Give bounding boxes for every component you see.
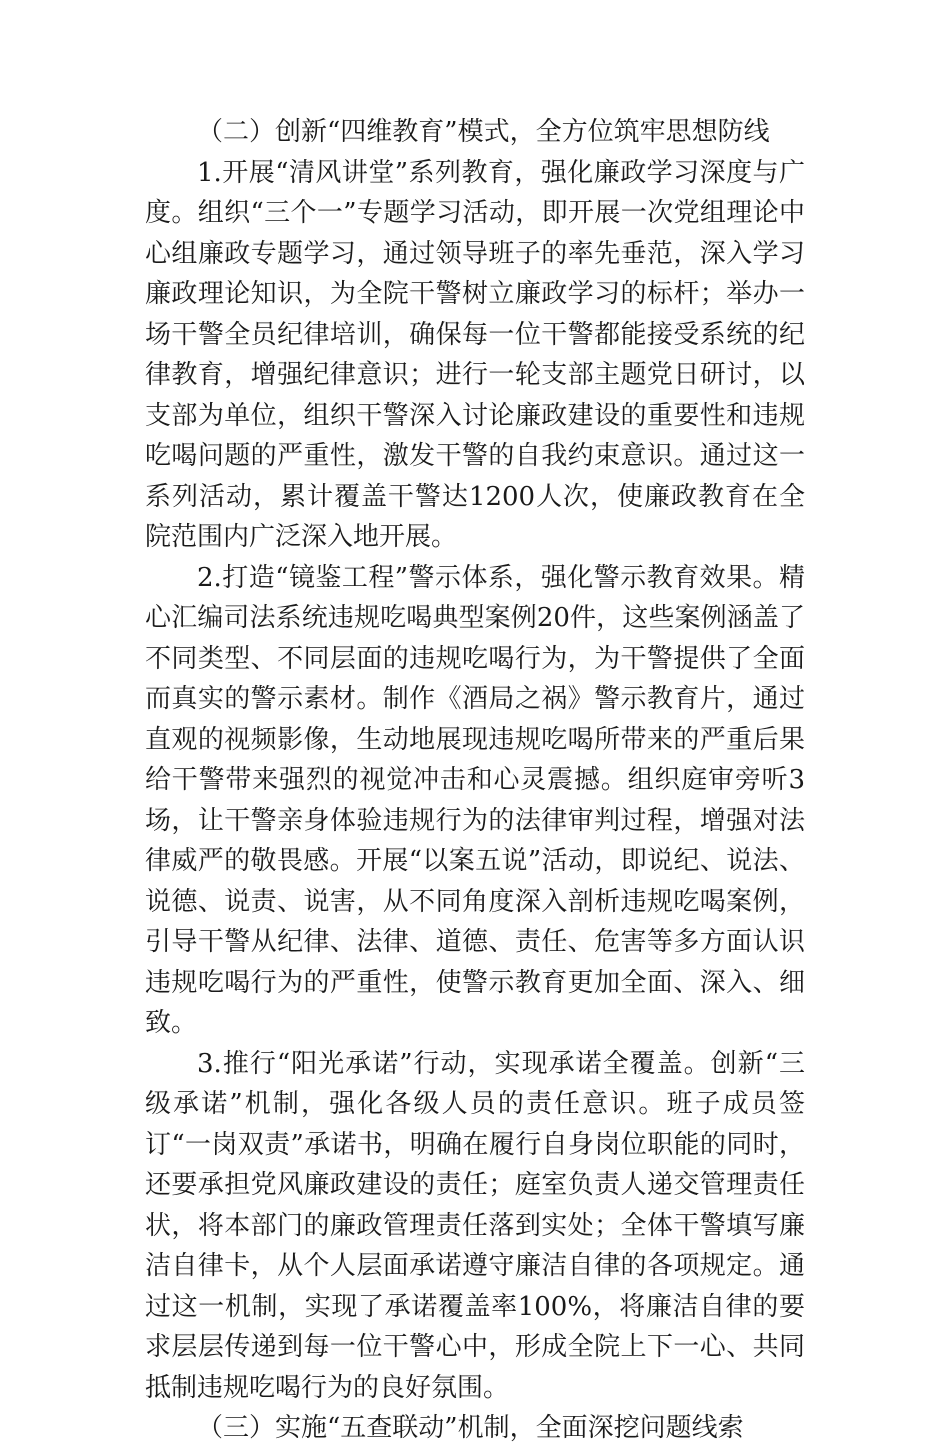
paragraph-qingfeng-lecture: 1.开展“清风讲堂”系列教育，强化廉政学习深度与广度。组织“三个一”专题学习活动，即开展一次党组理论中心组廉政专题学习，通过领导班子的率先垂范，深入学习廉政理论知识，为全院干警树立廉政学习的标杆；举办一场干警全员纪律培训，确保每一位干警都能接受系统的纪律教育，增强纪律意识；进行一轮支部主题党日研讨，以支部为单位，组织干警深入讨论廉政建设的重要性和违规吃喝问题的严重性，激发干警的自我约束意识。通过这一系列活动，累计覆盖干警达1200人次，使廉政教育在全院范围内广泛深入地开展。 — [145, 157, 805, 552]
section-heading-3: （三）实施“五查联动”机制，全面深挖问题线索 — [197, 1413, 744, 1443]
section-heading-2: （二）创新“四维教育”模式，全方位筑牢思想防线 — [197, 117, 770, 147]
paragraph-mirror-project: 2.打造“镜鉴工程”警示体系，强化警示教育效果。精心汇编司法系统违规吃喝典型案例20件，这些案例涵盖了不同类型、不同层面的违规吃喝行为，为干警提供了全面而真实的警示素材。制作《酒局之祸》警示教育片，通过直观的视频影像，生动地展现违规吃喝所带来的严重后果给干警带来强烈的视觉冲击和心灵震撼。组织庭审旁听3场，让干警亲身体验违规行为的法律审判过程，增强对法律威严的敬畏感。开展“以案五说”活动，即说纪、说法、说德、说责、说害，从不同角度深入剖析违规吃喝案例，引导干警从纪律、法律、道德、责任、危害等多方面认识违规吃喝行为的严重性，使警示教育更加全面、深入、细致。 — [145, 562, 805, 1038]
document-body — [145, 112, 805, 1449]
paragraph-sunshine-pledge: 3.推行“阳光承诺”行动，实现承诺全覆盖。创新“三级承诺”机制，强化各级人员的责任意识。班子成员签订“一岗双责”承诺书，明确在履行自身岗位职能的同时，还要承担党风廉政建设的责任；庭室负责人递交管理责任状，将本部门的廉政管理责任落到实处；全体干警填写廉洁自律卡，从个人层面承诺遵守廉洁自律的各项规定。通过这一机制，实现了承诺覆盖率100%，将廉洁自律的要求层层传递到每一位干警心中，形成全院上下一心、共同抵制违规吃喝行为的良好氛围。 — [145, 1048, 805, 1403]
